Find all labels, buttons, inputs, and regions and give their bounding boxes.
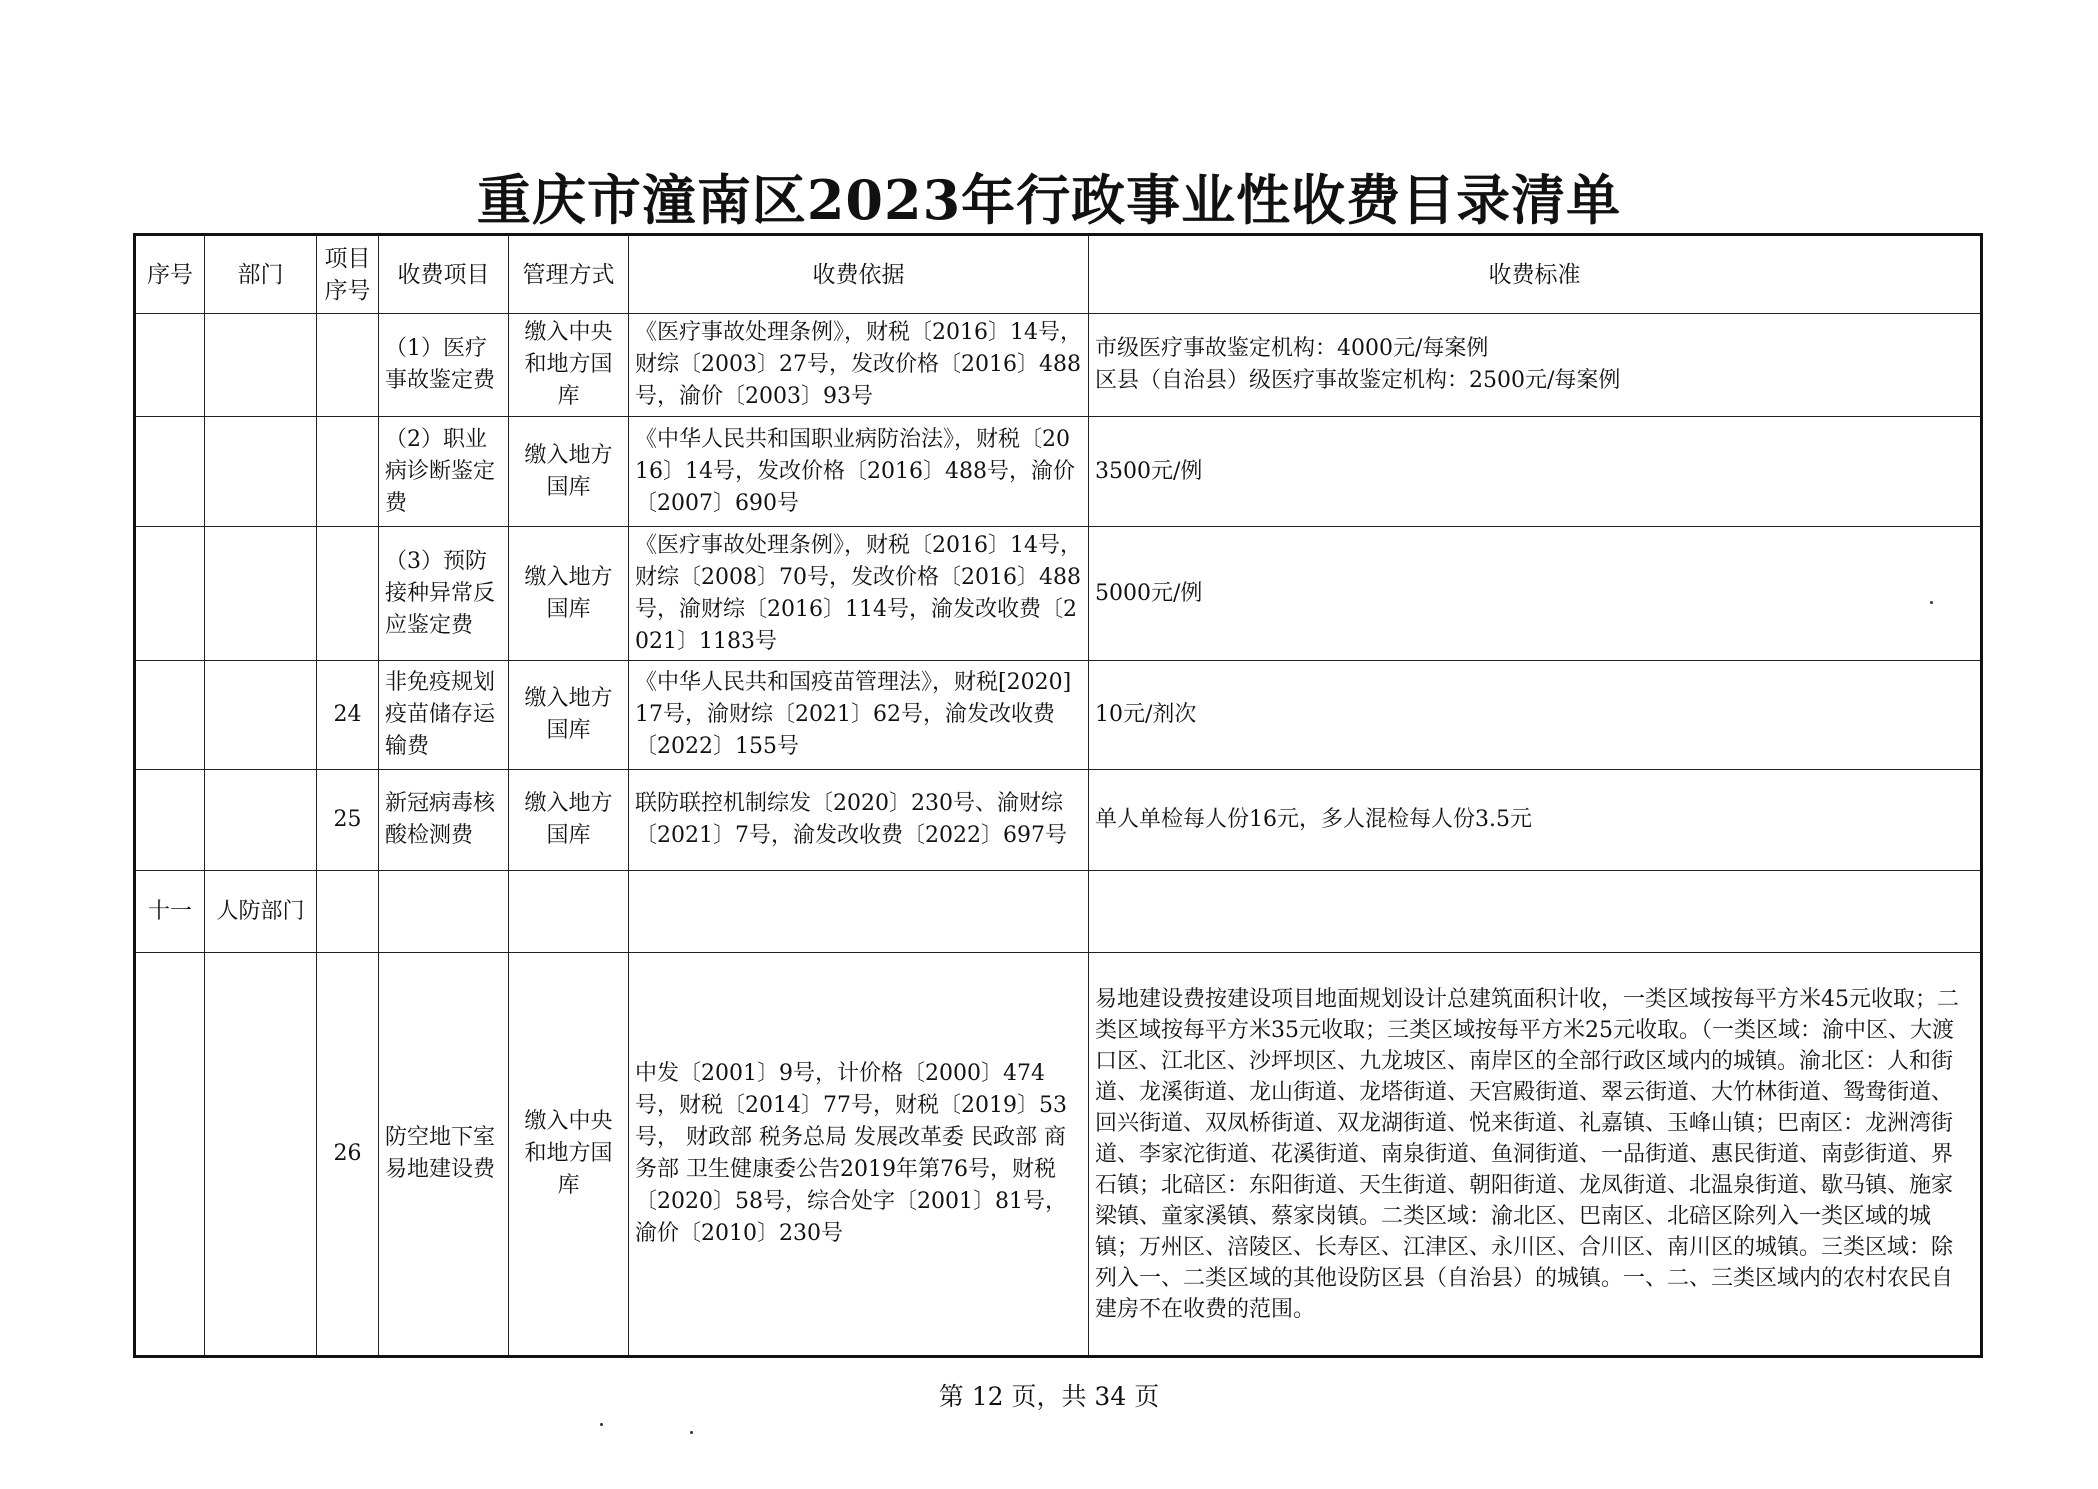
table-header-row <box>135 235 1982 314</box>
cell-standard: 易地建设费按建设项目地面规划设计总建筑面积计收，一类区域按每平方米45元收取；二类区域按每平方米35元收取；三类区域按每平方米25元收取。（一类区域：渝中区、大渡口区、江北区、沙坪坝区、九龙坡区、南岸区的全部行政区域内的城镇。渝北区：人和街道、龙溪街道、龙山街道、龙塔街道、天宫殿街道、翠云街道、大竹林街道、鸳鸯街道、回兴街道、双凤桥街道、双龙湖街道、悦来街道、礼嘉镇、玉峰山镇；巴南区：龙洲湾街道、李家沱街道、花溪街道、南泉街道、鱼洞街道、一品街道、惠民街道、南彭街道、界石镇；北碚区：东阳街道、天生街道、朝阳街道、龙凤街道、北温泉街道、歇马镇、施家梁镇、童家溪镇、蔡家岗镇。二类区域：渝北区、巴南区、北碚区除列入一类区域的城镇；万州区、涪陵区、长寿区、江津区、永川区、合川区、南川区的城镇。三类区域：除列入一、二类区域的其他设防区县（自治县）的城镇。一、二、三类区域内的农村农民自建房不在收费的范围。 <box>1089 953 1982 1357</box>
cell-basis: 《中华人民共和国疫苗管理法》，财税[2020]17号，渝财综〔2021〕62号，渝发改收费〔2022〕155号 <box>629 661 1089 770</box>
cell-item-no <box>317 871 379 953</box>
cell-seq <box>135 661 205 770</box>
cell-dept <box>205 770 317 871</box>
scan-speck <box>690 1431 693 1434</box>
cell-mgmt: 缴入中央和地方国库 <box>509 953 629 1357</box>
cell-standard: 5000元/例 <box>1089 527 1982 661</box>
cell-mgmt: 缴入地方国库 <box>509 417 629 527</box>
cell-basis: 《医疗事故处理条例》，财税〔2016〕14号，财综〔2008〕70号，发改价格〔2016〕488号，渝财综〔2016〕114号，渝发改收费〔2021〕1183号 <box>629 527 1089 661</box>
table-row <box>135 527 1982 661</box>
cell-item: （2）职业病诊断鉴定费 <box>379 417 509 527</box>
table-row <box>135 661 1982 770</box>
cell-item: （1）医疗事故鉴定费 <box>379 314 509 417</box>
cell-mgmt: 缴入中央和地方国库 <box>509 314 629 417</box>
page-number: 第 12 页，共 34 页 <box>938 1382 1160 1411</box>
cell-seq <box>135 953 205 1357</box>
cell-item-no: 26 <box>317 953 379 1357</box>
cell-basis <box>629 871 1089 953</box>
col-header-basis: 收费依据 <box>629 235 1089 314</box>
cell-basis: 《中华人民共和国职业病防治法》，财税〔2016〕14号，发改价格〔2016〕488号，渝价〔2007〕690号 <box>629 417 1089 527</box>
table-row-section <box>135 871 1982 953</box>
cell-item: （3）预防接种异常反应鉴定费 <box>379 527 509 661</box>
cell-dept <box>205 417 317 527</box>
fee-table <box>133 233 1983 1358</box>
scan-speck <box>600 1423 603 1426</box>
scan-speck <box>1930 601 1933 604</box>
cell-item: 防空地下室易地建设费 <box>379 953 509 1357</box>
cell-dept <box>205 527 317 661</box>
col-header-item-no: 项目序号 <box>317 235 379 314</box>
cell-item <box>379 871 509 953</box>
cell-dept <box>205 314 317 417</box>
cell-dept <box>205 661 317 770</box>
table-row <box>135 953 1982 1357</box>
cell-seq <box>135 417 205 527</box>
cell-mgmt: 缴入地方国库 <box>509 770 629 871</box>
cell-basis: 中发〔2001〕9号，计价格〔2000〕474号，财税〔2014〕77号，财税〔2019〕53号， 财政部 税务总局 发展改革委 民政部 商务部 卫生健康委公告2019年第76号，财税〔2020〕58号，综合处字〔2001〕81号，渝价〔2010〕230号 <box>629 953 1089 1357</box>
cell-standard: 3500元/例 <box>1089 417 1982 527</box>
cell-standard: 10元/剂次 <box>1089 661 1982 770</box>
table-row <box>135 770 1982 871</box>
cell-standard: 市级医疗事故鉴定机构：4000元/每案例 区县（自治县）级医疗事故鉴定机构：2500元/每案例 <box>1089 314 1982 417</box>
cell-seq <box>135 314 205 417</box>
cell-mgmt <box>509 871 629 953</box>
cell-item-no <box>317 314 379 417</box>
cell-seq <box>135 527 205 661</box>
col-header-item: 收费项目 <box>379 235 509 314</box>
cell-dept: 人防部门 <box>205 871 317 953</box>
col-header-seq: 序号 <box>135 235 205 314</box>
cell-item: 新冠病毒核酸检测费 <box>379 770 509 871</box>
cell-standard: 单人单检每人份16元，多人混检每人份3.5元 <box>1089 770 1982 871</box>
cell-standard <box>1089 871 1982 953</box>
cell-basis: 《医疗事故处理条例》，财税〔2016〕14号，财综〔2003〕27号，发改价格〔2016〕488号，渝价〔2003〕93号 <box>629 314 1089 417</box>
col-header-dept: 部门 <box>205 235 317 314</box>
cell-mgmt: 缴入地方国库 <box>509 661 629 770</box>
cell-mgmt: 缴入地方国库 <box>509 527 629 661</box>
cell-seq <box>135 770 205 871</box>
cell-seq: 十一 <box>135 871 205 953</box>
cell-basis: 联防联控机制综发〔2020〕230号、渝财综〔2021〕7号，渝发改收费〔2022〕697号 <box>629 770 1089 871</box>
col-header-mgmt: 管理方式 <box>509 235 629 314</box>
table-row <box>135 417 1982 527</box>
cell-item-no <box>317 527 379 661</box>
cell-item-no <box>317 417 379 527</box>
col-header-standard: 收费标准 <box>1089 235 1982 314</box>
cell-item-no: 24 <box>317 661 379 770</box>
page-title: 重庆市潼南区2023年行政事业性收费目录清单 <box>476 168 1622 232</box>
table-row <box>135 314 1982 417</box>
cell-item: 非免疫规划疫苗储存运输费 <box>379 661 509 770</box>
cell-item-no: 25 <box>317 770 379 871</box>
cell-dept <box>205 953 317 1357</box>
